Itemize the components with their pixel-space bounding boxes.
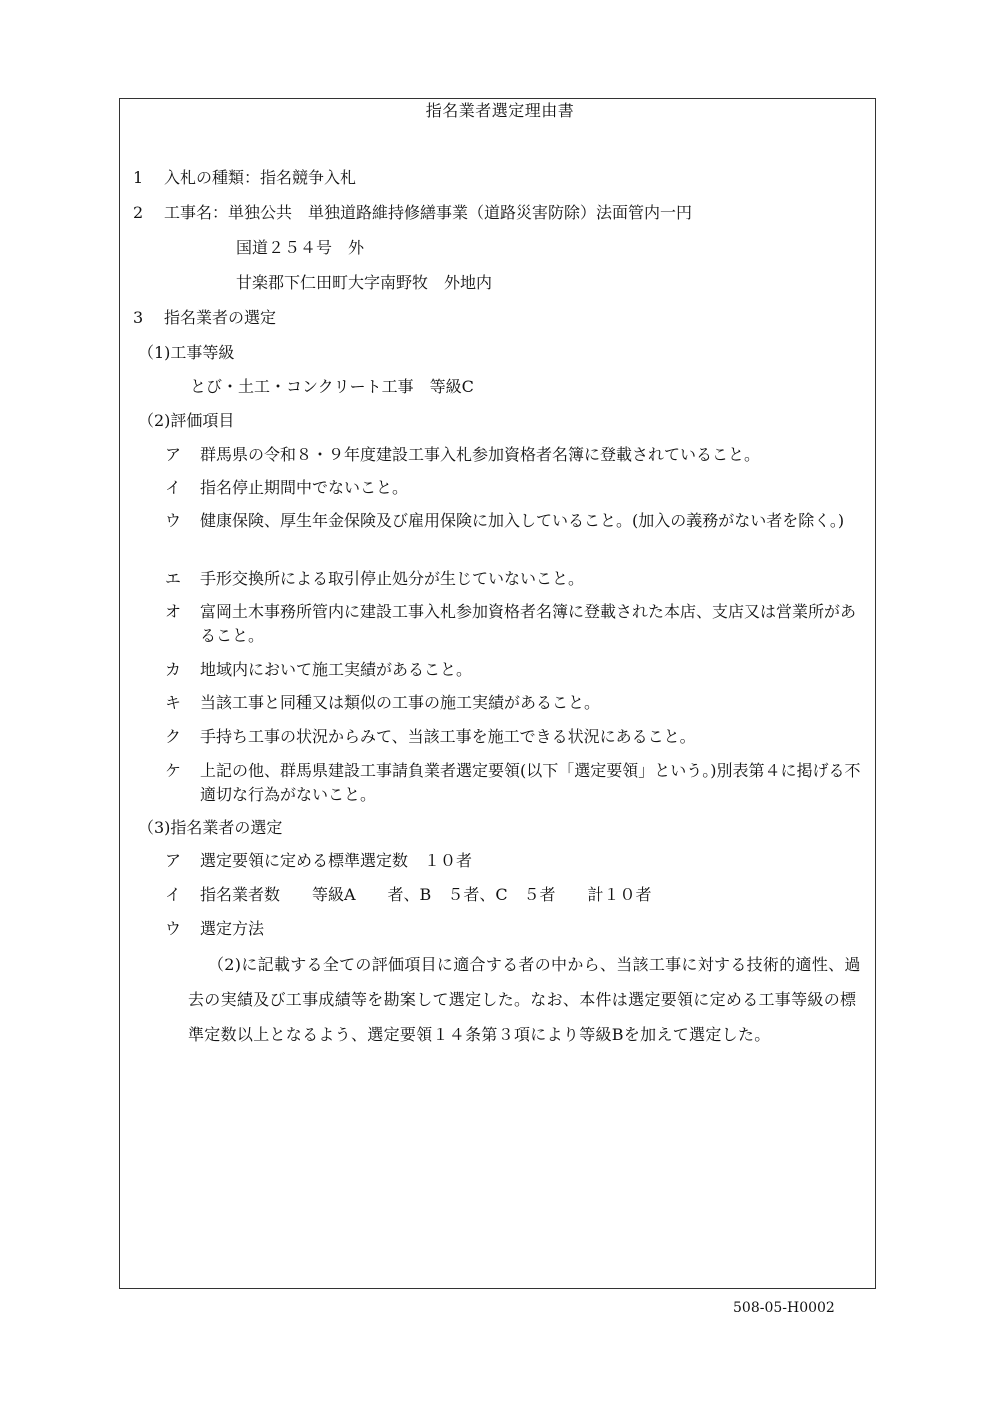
section-1-text: 入札の種類：指名競争入札 <box>164 168 357 187</box>
item-marker: ウ <box>165 919 182 938</box>
evaluation-item: 当該工事と同種又は類似の工事の施工実績があること。 <box>200 693 601 712</box>
section-2-text: 工事名：単独公共 単独道路維持修繕事業（道路災害防除）法面管内一円 <box>164 203 693 222</box>
document-number: 508-05-H0002 <box>733 1300 835 1316</box>
item-marker: ケ <box>165 761 182 780</box>
item-marker: イ <box>165 478 182 497</box>
item-marker: ア <box>165 445 182 464</box>
section-2-route: 国道２５４号 外 <box>236 238 365 257</box>
section-3-number: 3 <box>133 308 144 327</box>
subsection-1-heading: （1)工事等級 <box>138 343 235 362</box>
item-marker: イ <box>165 885 182 904</box>
item-marker: ウ <box>165 511 182 530</box>
section-2-number: 2 <box>133 203 144 222</box>
selection-method-paragraph: （2)に記載する全ての評価項目に適合する者の中から、当該工事に対する技術的適性、過去の実績及び工事成績等を勘案して選定した。なお、本件は選定要領に定める工事等級の標準定数以上となるよう、選定要領１４条第３項により等級Bを加えて選定した。 <box>188 955 861 1044</box>
item-marker: オ <box>165 602 182 621</box>
evaluation-item: 手形交換所による取引停止処分が生じていないこと。 <box>200 569 585 588</box>
item-marker: カ <box>165 660 182 679</box>
evaluation-item: 上記の他、群馬県建設工事請負業者選定要領(以下「選定要領」という。)別表第４に掲げる不適切な行為がないこと。 <box>200 761 861 804</box>
section-1-number: 1 <box>133 168 144 187</box>
item-marker: ア <box>165 851 182 870</box>
evaluation-item: 手持ち工事の状況からみて、当該工事を施工できる状況にあること。 <box>200 727 696 746</box>
designated-contractor-count: 指名業者数 等級A 者、B ５者、C ５者 計１０者 <box>200 885 652 904</box>
evaluation-item: 地域内において施工実績があること。 <box>200 660 473 679</box>
item-marker: キ <box>165 693 182 712</box>
standard-selection-count: 選定要領に定める標準選定数 １０者 <box>200 851 473 870</box>
section-3-text: 指名業者の選定 <box>164 308 277 327</box>
subsection-2-heading: （2)評価項目 <box>138 411 235 430</box>
evaluation-item: 富岡土木事務所管内に建設工事入札参加資格者名簿に登載された本店、支店又は営業所があること。 <box>200 602 857 645</box>
document-title: 指名業者選定理由書 <box>425 101 575 120</box>
evaluation-item: 指名停止期間中でないこと。 <box>200 478 409 497</box>
construction-grade: とび・土工・コンクリート工事 等級C <box>190 377 474 396</box>
item-marker: エ <box>165 569 182 588</box>
subsection-3-heading: （3)指名業者の選定 <box>138 818 283 837</box>
evaluation-item: 健康保険、厚生年金保険及び雇用保険に加入していること。(加入の義務がない者を除く。) <box>200 511 845 530</box>
selection-method-heading: 選定方法 <box>200 919 265 938</box>
item-marker: ク <box>165 727 182 746</box>
section-2-location: 甘楽郡下仁田町大字南野牧 外地内 <box>236 273 493 292</box>
evaluation-item: 群馬県の令和８・９年度建設工事入札参加資格者名簿に登載されていること。 <box>200 445 761 464</box>
